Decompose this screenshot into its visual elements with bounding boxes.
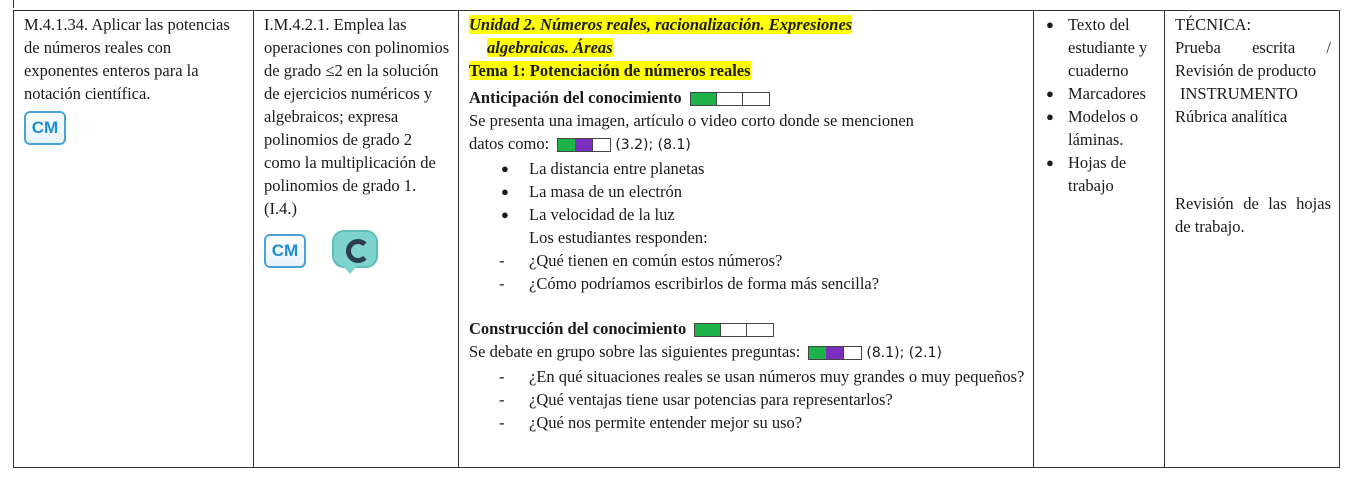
table-top-edge: [13, 0, 1344, 8]
unit-title-cont: algebraicas. Áreas: [487, 38, 613, 57]
spacer: [1175, 128, 1331, 192]
construction-text: Se debate en grupo sobre las siguientes preguntas:: [469, 342, 801, 361]
list-item: ● La distancia entre planetas: [469, 157, 1025, 180]
list-item: ● Marcadores: [1044, 82, 1156, 105]
data-examples-list: [469, 157, 1025, 226]
list-item: ● Modelos o láminas.: [1044, 105, 1156, 151]
anticipation-text-1: Se presenta una imagen, artículo o video corto donde se mencionen: [469, 111, 914, 130]
construction-text-line: [469, 340, 1025, 365]
topic-title: Tema 1: Potenciación de números reales: [469, 61, 751, 80]
list-item: - ¿Qué tienen en común estos números?: [469, 249, 1025, 272]
instrument-text: Rúbrica analítica: [1175, 107, 1288, 126]
list-item: - ¿Cómo podríamos escribirlos de forma más sencilla?: [469, 272, 1025, 295]
resources-cell: [1034, 11, 1165, 468]
skill-cell: [14, 11, 254, 468]
anticipation-refs: (3.2); (8.1): [615, 137, 691, 153]
indicator-cell: [254, 11, 459, 468]
construction-questions: [469, 365, 1025, 434]
cm-icon: CM: [24, 111, 66, 145]
list-item: - ¿Qué nos permite entender mejor su uso?: [469, 411, 1025, 434]
technique-label: TÉCNICA:: [1175, 15, 1252, 34]
progress-bar: [690, 92, 770, 106]
list-item: ● La velocidad de la luz: [469, 203, 1025, 226]
review-text: Revisión de las hojas de trabajo.: [1175, 194, 1331, 236]
progress-bar: [694, 323, 774, 337]
table-row: [14, 11, 1340, 468]
anticipation-heading: [469, 86, 1025, 109]
construction-title: Construcción del conocimiento: [469, 319, 687, 338]
c-speech-icon: [332, 230, 378, 268]
list-item: ● Texto del estudiante y cuaderno: [1044, 13, 1156, 82]
anticipation-questions: [469, 249, 1025, 295]
anticipation-text-2-line: [469, 132, 1025, 157]
progress-bar: [557, 138, 611, 152]
technique-text: Prueba escrita / Revisión de producto: [1175, 38, 1331, 80]
cm-icon: CM: [264, 234, 306, 268]
unit-title: Unidad 2. Números reales, racionalización. Expresiones: [469, 15, 853, 34]
activities-cell: [459, 11, 1034, 468]
resources-list: [1044, 13, 1156, 197]
list-item: - ¿Qué ventajas tiene usar potencias para representarlos?: [469, 388, 1025, 411]
construction-refs: (8.1); (2.1): [866, 345, 942, 361]
indicator-icons: [264, 228, 450, 268]
anticipation-title: Anticipación del conocimiento: [469, 88, 682, 107]
lesson-plan-table: [13, 10, 1340, 468]
skill-text: M.4.1.34. Aplicar las potencias de números reales con exponentes enteros para la notación científica.: [24, 15, 230, 103]
construction-heading: [469, 317, 1025, 340]
students-respond: Los estudiantes responden:: [529, 228, 708, 247]
list-item: - ¿En qué situaciones reales se usan números muy grandes o muy pequeños?: [469, 365, 1025, 388]
list-item: ● La masa de un electrón: [469, 180, 1025, 203]
anticipation-text-2: datos como:: [469, 134, 550, 153]
instrument-label: INSTRUMENTO: [1180, 84, 1298, 103]
indicator-text: I.M.4.2.1. Emplea las operaciones con polinomios de grado ≤2 en la solución de ejercicios numéricos y algebraicos; expresa polinomios de grado 2 como la multiplicación de polinomios de grado 1. (I.4.): [264, 15, 450, 218]
evaluation-cell: [1165, 11, 1340, 468]
list-item: ● Hojas de trabajo: [1044, 151, 1156, 197]
progress-bar: [808, 346, 862, 360]
